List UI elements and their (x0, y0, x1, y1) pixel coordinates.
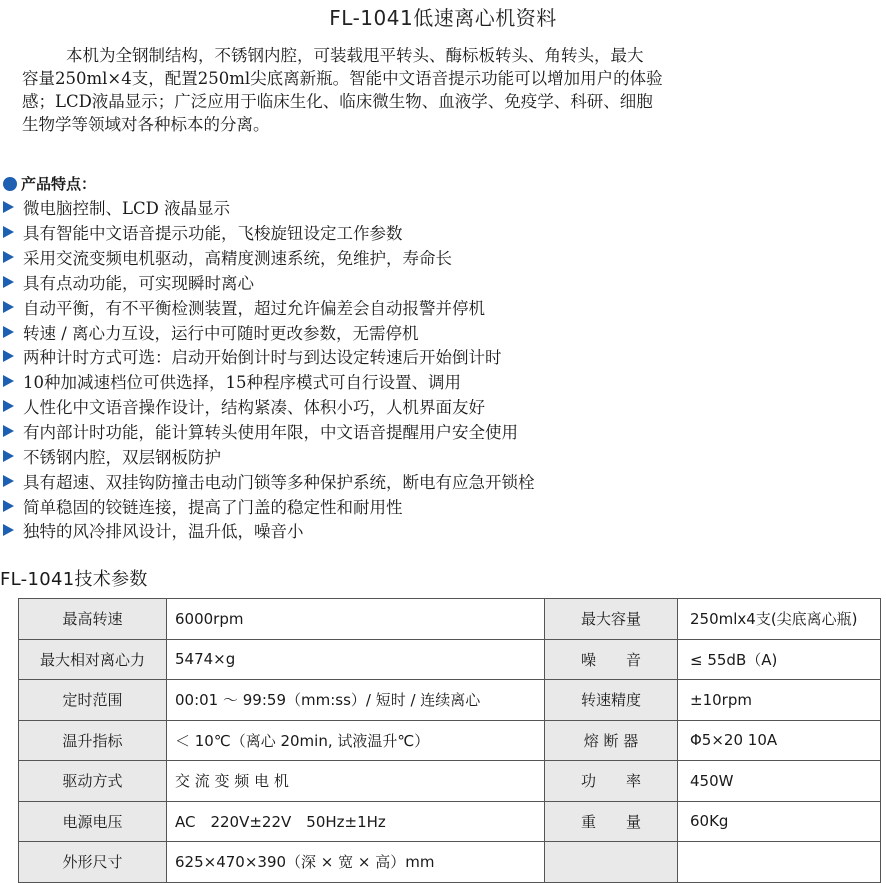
spec-value: AC 220V±22V 50Hz±1Hz (167, 801, 545, 842)
triangle-bullet-icon (3, 326, 14, 338)
triangle-bullet-icon (3, 400, 14, 412)
spec-value: 250mlx4支(尖底离心瓶) (678, 599, 881, 640)
spec-value: 6000rpm (167, 599, 545, 640)
feature-text: 简单稳固的铰链连接，提高了门盖的稳定性和耐用性 (23, 497, 403, 517)
spec-value: 00:01 ～ 99:59（mm:ss）/ 短时 / 连续离心 (167, 680, 545, 721)
intro-line: 感；LCD液晶显示；广泛应用于临床生化、临床微生物、血液学、免疫学、科研、细胞 (22, 92, 653, 111)
spec-row (19, 842, 881, 883)
spec-label: 最大容量 (545, 599, 678, 640)
feature-text: 采用交流变频电机驱动，高精度测速系统，免维护，寿命长 (23, 249, 452, 269)
triangle-bullet-icon (3, 425, 14, 437)
bullet-dot-icon (3, 177, 17, 191)
triangle-bullet-icon (3, 276, 14, 288)
feature-text: 10种加减速档位可供选择，15种程序模式可自行设置、调用 (23, 373, 461, 393)
spec-row (19, 801, 881, 842)
feature-item (0, 319, 535, 344)
feature-item (0, 443, 535, 468)
feature-item (0, 369, 535, 394)
triangle-bullet-icon (3, 251, 14, 263)
triangle-bullet-icon (3, 301, 14, 313)
feature-text: 有内部计时功能，能计算转头使用年限，中文语音提醒用户安全使用 (23, 423, 518, 443)
spec-label: 温升指标 (19, 720, 167, 761)
spec-value: 450W (678, 761, 881, 802)
spec-label: 转速精度 (545, 680, 678, 721)
page-title: FL-1041低速离心机资料 (329, 6, 557, 30)
feature-text: 具有超速、双挂钩防撞击电动门锁等多种保护系统，断电有应急开锁栓 (23, 472, 535, 492)
intro-line: 容量250ml×4支，配置250ml尖底离新瓶。智能中文语音提示功能可以增加用户的体验 (22, 69, 663, 88)
features-list (0, 195, 535, 543)
spec-value: ＜ 10℃（离心 20min, 试液温升℃） (167, 720, 545, 761)
spec-value: Φ5×20 10A (678, 720, 881, 761)
spec-label: 功 率 (545, 761, 678, 802)
spec-row (19, 639, 881, 680)
spec-table (18, 598, 881, 883)
spec-value: 交 流 变 频 电 机 (167, 761, 545, 802)
feature-item (0, 419, 535, 444)
spec-title: FL-1041技术参数 (0, 569, 148, 590)
spec-label: 熔 断 器 (545, 720, 678, 761)
spec-value: 60Kg (678, 801, 881, 842)
intro-line: 本机为全钢制结构，不锈钢内腔，可装载甩平转头、酶标板转头、角转头，最大 (66, 46, 644, 65)
features-heading-text: 产品特点： (21, 175, 97, 193)
feature-item (0, 245, 535, 270)
feature-item (0, 220, 535, 245)
triangle-bullet-icon (3, 226, 14, 238)
spec-label: 最高转速 (19, 599, 167, 640)
feature-item (0, 493, 535, 518)
spec-row (19, 761, 881, 802)
triangle-bullet-icon (3, 375, 14, 387)
spec-value: 625×470×390（深 × 宽 × 高）mm (167, 842, 545, 883)
triangle-bullet-icon (3, 475, 14, 487)
spec-value: ≤ 55dB（A) (678, 639, 881, 680)
feature-text: 具有智能中文语音提示功能，飞梭旋钮设定工作参数 (23, 224, 403, 244)
feature-text: 微电脑控制、LCD 液晶显示 (23, 199, 231, 219)
feature-item (0, 518, 535, 543)
spec-label: 外形尺寸 (19, 842, 167, 883)
triangle-bullet-icon (3, 524, 14, 536)
spec-row (19, 720, 881, 761)
spec-label: 噪 音 (545, 639, 678, 680)
feature-item (0, 270, 535, 295)
spec-row (19, 680, 881, 721)
feature-text: 转速 / 离心力互设，运行中可随时更改参数，无需停机 (23, 323, 419, 343)
spec-label: 电源电压 (19, 801, 167, 842)
spec-label: 重 量 (545, 801, 678, 842)
feature-text: 两种计时方式可选：启动开始倒计时与到达设定转速后开始倒计时 (23, 348, 502, 368)
feature-item (0, 195, 535, 220)
feature-text: 自动平衡，有不平衡检测装置，超过允许偏差会自动报警并停机 (23, 298, 485, 318)
feature-text: 不锈钢内腔，双层钢板防护 (23, 447, 221, 467)
feature-item (0, 294, 535, 319)
feature-item (0, 344, 535, 369)
spec-value: ±10rpm (678, 680, 881, 721)
intro-paragraph (22, 44, 852, 136)
intro-line: 生物学等领域对各种标本的分离。 (22, 115, 270, 134)
triangle-bullet-icon (3, 450, 14, 462)
feature-item (0, 394, 535, 419)
spec-value: 5474×g (167, 639, 545, 680)
spec-label (545, 842, 678, 883)
feature-text: 独特的风冷排风设计，温升低，噪音小 (23, 522, 304, 542)
triangle-bullet-icon (3, 500, 14, 512)
spec-label: 定时范围 (19, 680, 167, 721)
feature-text: 人性化中文语音操作设计，结构紧凑、体积小巧，人机界面友好 (23, 398, 485, 418)
spec-row (19, 599, 881, 640)
spec-value (678, 842, 881, 883)
triangle-bullet-icon (3, 350, 14, 362)
features-heading (0, 173, 96, 194)
triangle-bullet-icon (3, 201, 14, 213)
feature-text: 具有点动功能，可实现瞬时离心 (23, 273, 254, 293)
feature-item (0, 468, 535, 493)
spec-label: 驱动方式 (19, 761, 167, 802)
spec-label: 最大相对离心力 (19, 639, 167, 680)
